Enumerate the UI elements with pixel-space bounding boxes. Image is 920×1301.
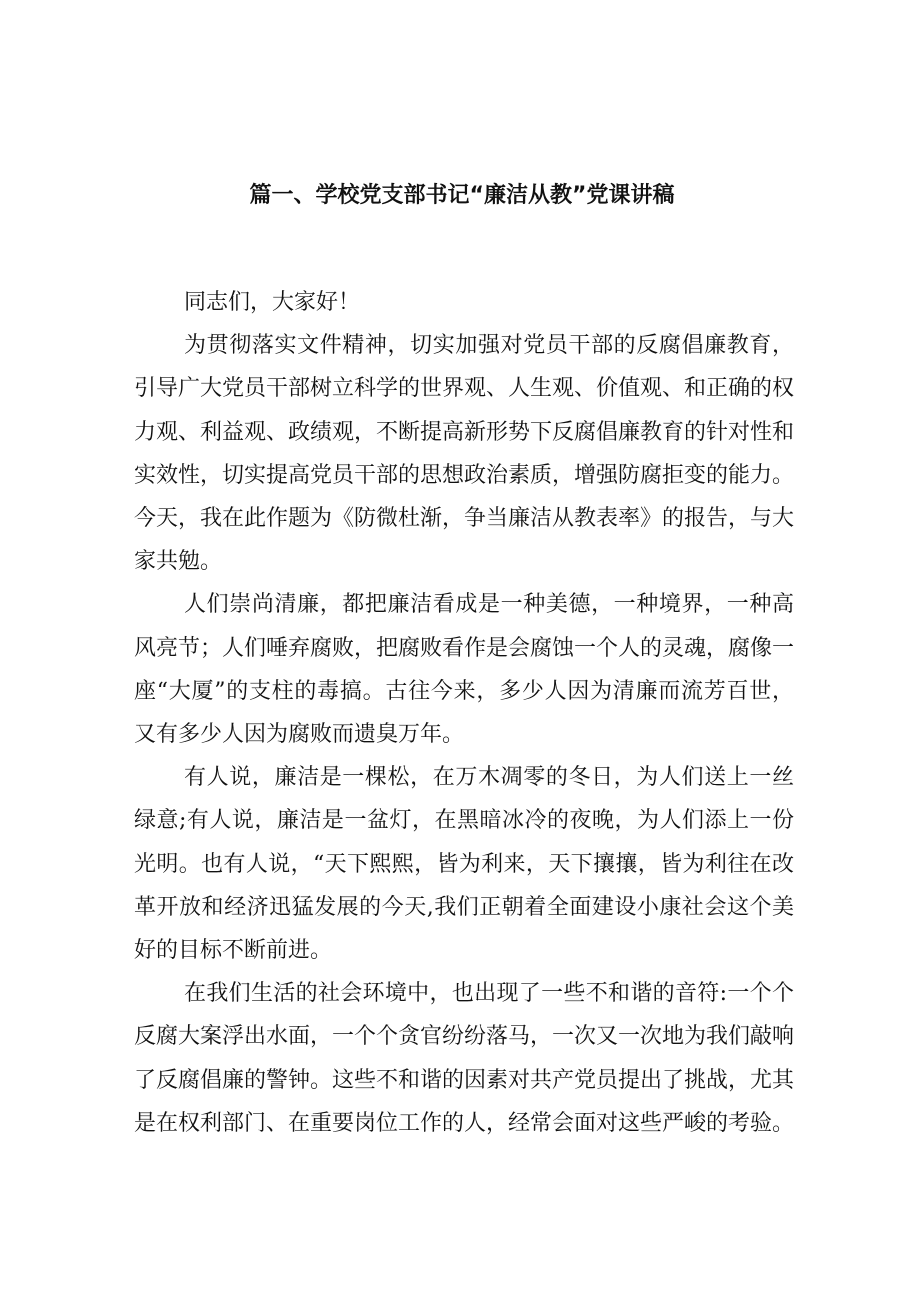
paragraph-social-environment: 在我们生活的社会环境中，也出现了一些不和谐的音符:一个个反腐大案浮出水面，一个个贪官纷纷落马，一次又一次地为我们敲响了反腐倡廉的警钟。这些不和谐的因素对共产党员提出了挑战，尤其是在权利部门、在重要岗位工作的人，经常会面对这些严峻的考验。 xyxy=(134,981,795,1136)
paragraph-purpose: 为贯彻落实文件精神，切实加强对党员干部的反腐倡廉教育，引导广大党员干部树立科学的世界观、人生观、价值观、和正确的权力观、利益观、政绩观，不断提高新形势下反腐倡廉教育的针对性和实效性，切实提高党员干部的思想政治素质，增强防腐拒变的能力。今天，我在此作题为《防微杜渐，争当廉洁从教表率》的报告，与大家共勉。 xyxy=(134,333,795,575)
document-body xyxy=(134,281,794,1145)
paragraph-integrity-metaphor: 有人说，廉洁是一棵松，在万木凋零的冬日，为人们送上一丝绿意;有人说，廉洁是一盆灯，在黑暗冰冷的夜晚，为人们添上一份光明。也有人说，“天下熙熙，皆为利来，天下攘攘，皆为利往在改革开放和经济迅猛发展的今天,我们正朝着全面建设小康社会这个美好的目标不断前进。 xyxy=(134,765,794,964)
document-title: 篇一、学校党支部书记“廉洁从教”党课讲稿 xyxy=(249,183,675,208)
paragraph-integrity-virtue: 人们崇尚清廉，都把廉洁看成是一种美德，一种境界，一种高风亮节；人们唾弃腐败，把腐败看作是会腐蚀一个人的灵魂，腐像一座“大厦”的支柱的毒搞。古往今来，多少人因为清廉而流芳百世，又有多少人因为腐败而遗臭万年。 xyxy=(134,592,795,748)
paragraph-greeting: 同志们，大家好！ xyxy=(184,290,361,315)
